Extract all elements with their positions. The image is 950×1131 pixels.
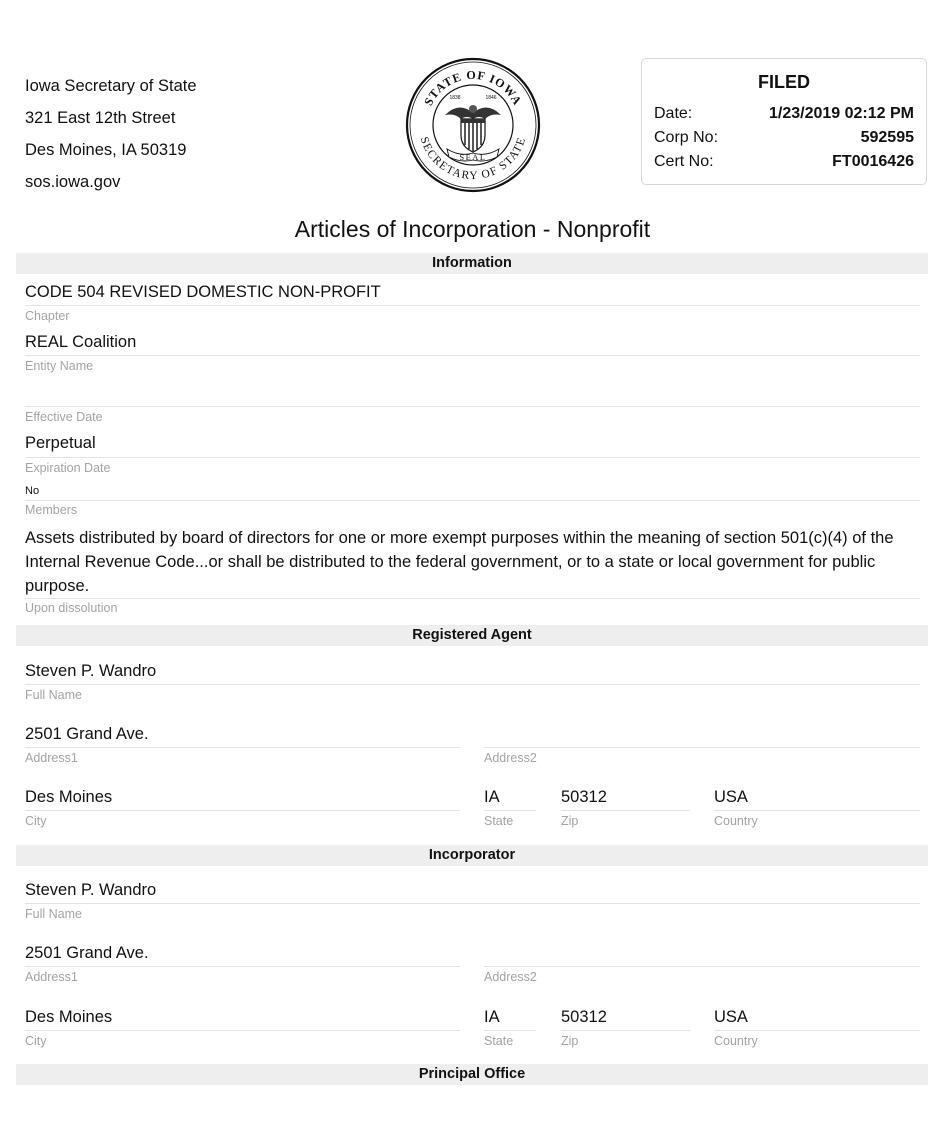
field-underline xyxy=(484,966,920,967)
agent-address2-label: Address2 xyxy=(484,751,537,765)
incorporator-field-state xyxy=(484,1008,536,1052)
document-title: Articles of Incorporation - Nonprofit xyxy=(294,216,651,242)
incorporator-address2-label: Address2 xyxy=(484,970,537,984)
filed-date-label: Date: xyxy=(654,105,693,122)
field-underline xyxy=(25,966,460,967)
svg-text:SEAL: SEAL xyxy=(459,152,487,162)
chapter-value: CODE 504 REVISED DOMESTIC NON-PROFIT xyxy=(25,283,381,301)
agent-field-zip xyxy=(561,788,690,832)
office-name: Iowa Secretary of State xyxy=(25,77,197,95)
filed-corp-row xyxy=(654,129,914,149)
agent-field-country xyxy=(714,788,920,832)
agent-field-address1 xyxy=(25,725,460,769)
expiration-date-label: Expiration Date xyxy=(25,461,111,475)
agent-zip-label: Zip xyxy=(561,814,579,828)
field-expiration-date xyxy=(25,434,920,478)
chapter-label: Chapter xyxy=(25,309,70,323)
filed-stamp-box xyxy=(641,58,927,185)
section-header-incorporator: Incorporator xyxy=(16,845,928,866)
agent-city-value: Des Moines xyxy=(25,788,113,806)
field-entity-name xyxy=(25,333,920,377)
incorporator-field-address1 xyxy=(25,944,460,988)
agent-zip-value: 50312 xyxy=(561,788,607,806)
incorporator-full-name-label: Full Name xyxy=(25,907,82,921)
svg-text:1846: 1846 xyxy=(485,95,497,101)
field-underline xyxy=(25,1030,460,1031)
incorporator-country-value: USA xyxy=(714,1008,748,1026)
field-underline xyxy=(25,684,920,685)
svg-text:STATE OF IOWA: STATE OF IOWA xyxy=(421,67,525,108)
field-members xyxy=(25,485,920,521)
field-underline xyxy=(25,457,920,458)
field-underline xyxy=(484,810,536,811)
entity-name-value: REAL Coalition xyxy=(25,333,137,351)
svg-text:SECRETARY OF STATE: SECRETARY OF STATE xyxy=(417,135,529,183)
field-underline xyxy=(484,747,920,748)
corp-no-value: 592595 xyxy=(860,129,914,146)
corp-no-label: Corp No: xyxy=(654,129,719,146)
agent-address1-label: Address1 xyxy=(25,751,78,765)
incorporator-field-city xyxy=(25,1008,460,1052)
agent-field-full-name xyxy=(25,662,920,706)
section-header-registered-agent: Registered Agent xyxy=(16,625,928,646)
field-underline xyxy=(25,810,460,811)
office-website: sos.iowa.gov xyxy=(25,173,121,191)
agent-field-state xyxy=(484,788,536,832)
incorporator-address1-value: 2501 Grand Ave. xyxy=(25,944,149,962)
agent-country-label: Country xyxy=(714,814,758,828)
state-seal-icon xyxy=(405,57,541,193)
filed-date-value: 1/23/2019 02:12 PM xyxy=(769,105,914,122)
incorporator-field-address2 xyxy=(484,944,920,988)
agent-state-label: State xyxy=(484,814,514,828)
incorporator-field-country xyxy=(714,1008,920,1052)
effective-date-label: Effective Date xyxy=(25,410,103,424)
expiration-date-value: Perpetual xyxy=(25,434,96,452)
svg-text:1838: 1838 xyxy=(449,95,461,101)
field-underline xyxy=(25,747,460,748)
incorporator-address1-label: Address1 xyxy=(25,970,78,984)
dissolution-value: Assets distributed by board of directors for one or more exempt purposes within the meaning of section 501(c)(4) of the Internal Revenue Code...or shall be distributed to the federal government, or to a state or local government for public purpose. xyxy=(25,529,894,595)
agent-city-label: City xyxy=(25,814,47,828)
field-underline xyxy=(25,406,920,407)
field-dissolution xyxy=(25,526,920,618)
cert-no-label: Cert No: xyxy=(654,153,714,170)
incorporator-state-label: State xyxy=(484,1034,514,1048)
incorporator-field-full-name xyxy=(25,881,920,925)
section-header-principal-office: Principal Office xyxy=(16,1064,928,1085)
field-chapter xyxy=(25,283,920,327)
incorporator-city-label: City xyxy=(25,1034,47,1048)
incorporator-city-value: Des Moines xyxy=(25,1008,113,1026)
agent-address1-value: 2501 Grand Ave. xyxy=(25,725,149,743)
incorporator-country-label: Country xyxy=(714,1034,758,1048)
section-header-information: Information xyxy=(16,253,928,274)
incorporator-zip-value: 50312 xyxy=(561,1008,607,1026)
field-underline xyxy=(484,1030,536,1031)
incorporator-field-zip xyxy=(561,1008,690,1052)
agent-full-name-value: Steven P. Wandro xyxy=(25,662,157,680)
members-value: No xyxy=(25,485,40,497)
field-underline xyxy=(561,810,690,811)
office-street: 321 East 12th Street xyxy=(25,109,176,127)
field-underline xyxy=(714,810,920,811)
field-underline xyxy=(25,500,920,501)
incorporator-full-name-value: Steven P. Wandro xyxy=(25,881,157,899)
agent-state-value: IA xyxy=(484,788,500,806)
field-underline xyxy=(25,355,920,356)
field-underline xyxy=(25,305,920,306)
agent-field-city xyxy=(25,788,460,832)
office-city-line: Des Moines, IA 50319 xyxy=(25,141,187,159)
agent-full-name-label: Full Name xyxy=(25,688,82,702)
incorporator-state-value: IA xyxy=(484,1008,500,1026)
filed-cert-row xyxy=(654,153,914,173)
members-label: Members xyxy=(25,503,78,517)
incorporator-zip-label: Zip xyxy=(561,1034,579,1048)
field-underline xyxy=(714,1030,920,1031)
agent-country-value: USA xyxy=(714,788,748,806)
field-underline xyxy=(561,1030,690,1031)
office-address xyxy=(25,70,197,198)
cert-no-value: FT0016426 xyxy=(832,153,914,170)
field-effective-date xyxy=(25,384,920,428)
field-underline xyxy=(25,598,920,599)
filed-date-row xyxy=(654,105,914,125)
agent-field-address2 xyxy=(484,725,920,769)
dissolution-label: Upon dissolution xyxy=(25,601,118,615)
field-underline xyxy=(25,903,920,904)
entity-name-label: Entity Name xyxy=(25,359,94,373)
filed-title: FILED xyxy=(758,72,810,92)
